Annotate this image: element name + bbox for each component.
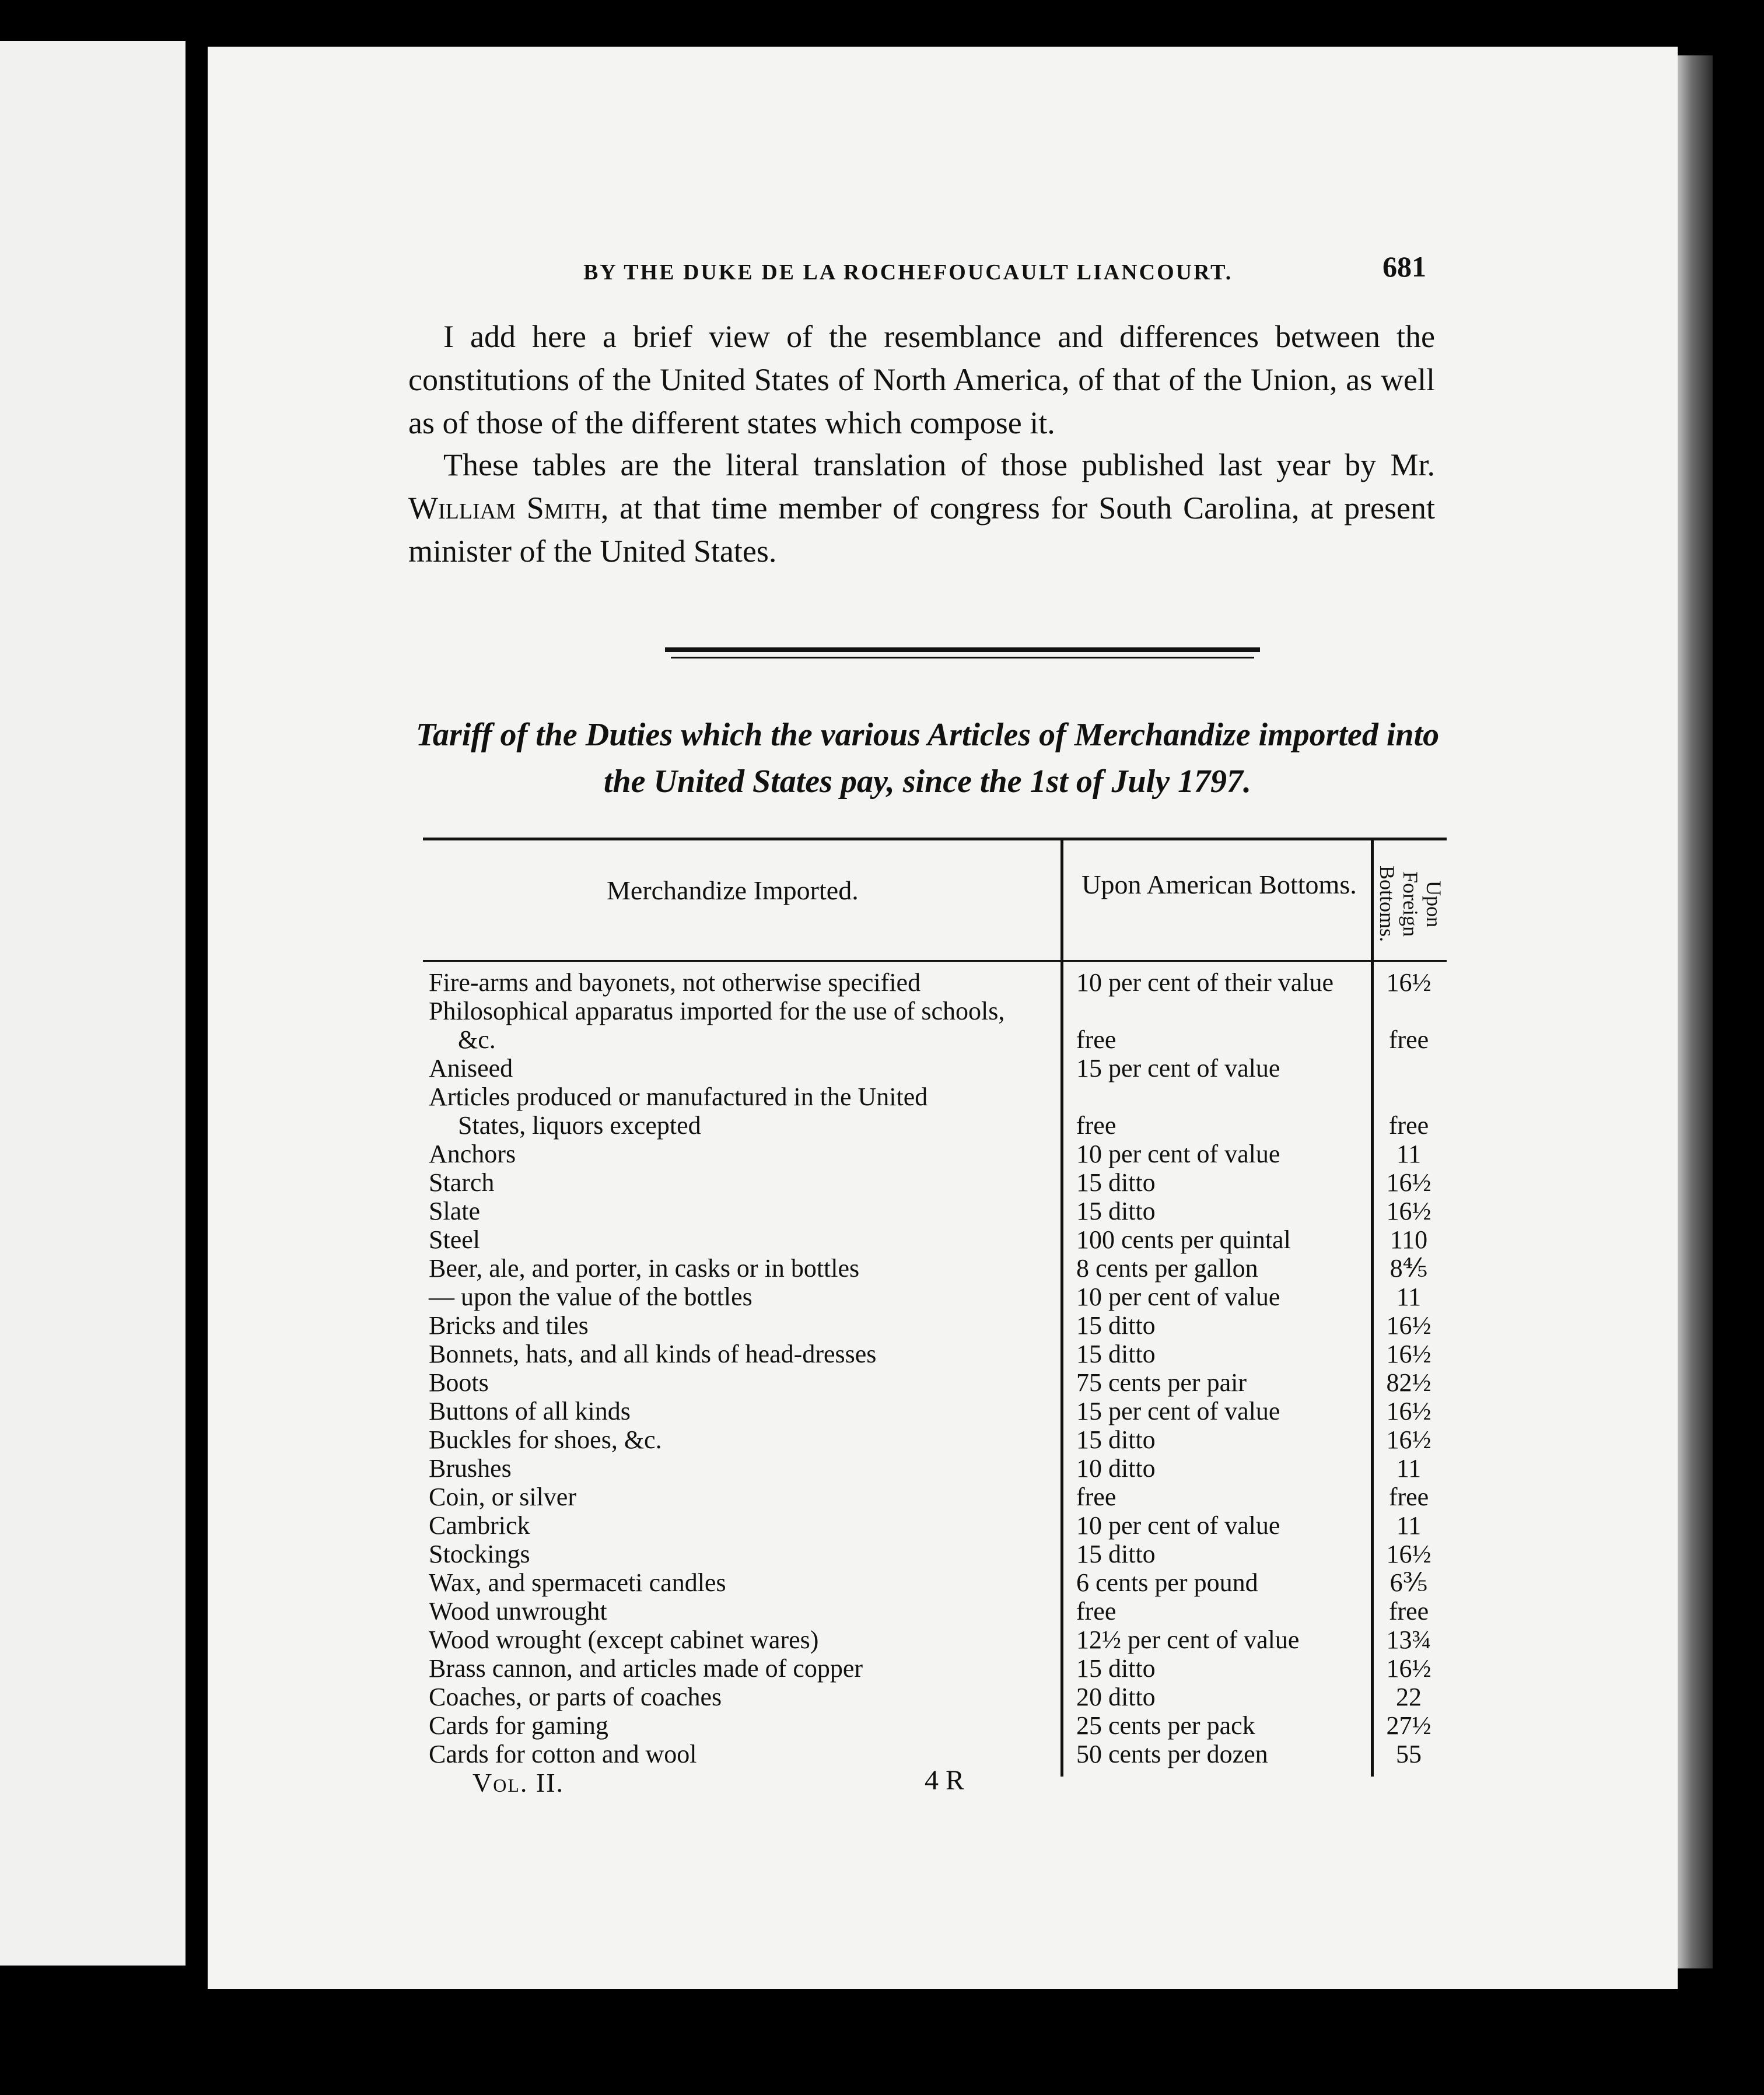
american-duty: 10 per cent of their value xyxy=(1076,968,1334,997)
american-duty: 15 per cent of value xyxy=(1076,1054,1280,1082)
volume-label: Vol. II. xyxy=(473,1768,565,1798)
foreign-duty: free xyxy=(1388,1025,1429,1054)
table-row xyxy=(429,1568,1450,1597)
foreign-duty: 6⅗ xyxy=(1390,1568,1428,1597)
foreign-duty: 16½ xyxy=(1386,1197,1432,1225)
table-row xyxy=(429,1654,1450,1683)
article-name: Articles produced or manufactured in the United xyxy=(429,1082,928,1111)
article-name: Bricks and tiles xyxy=(429,1311,589,1340)
foreign-duty: free xyxy=(1388,1111,1429,1140)
foreign-duty: 11 xyxy=(1396,1140,1422,1168)
table-row xyxy=(429,997,1450,1025)
foreign-duty: free xyxy=(1388,1597,1429,1625)
article-name: Steel xyxy=(429,1225,480,1254)
foreign-duty: 27½ xyxy=(1386,1711,1432,1740)
foreign-duty: 8⅘ xyxy=(1390,1254,1428,1283)
american-duty: 10 per cent of value xyxy=(1076,1140,1280,1168)
american-duty: 15 ditto xyxy=(1076,1311,1156,1340)
american-duty: 100 cents per quintal xyxy=(1076,1225,1291,1254)
table-row xyxy=(429,1082,1450,1111)
table-row xyxy=(429,1711,1450,1740)
american-duty: 15 per cent of value xyxy=(1076,1397,1280,1425)
american-duty: free xyxy=(1076,1597,1116,1625)
article-name: Fire-arms and bayonets, not otherwise specified xyxy=(429,968,921,997)
article-name: Starch xyxy=(429,1168,495,1197)
foreign-duty: 16½ xyxy=(1386,1425,1432,1454)
american-duty: 15 ditto xyxy=(1076,1654,1156,1683)
article-name: Anchors xyxy=(429,1140,516,1168)
article-name: — upon the value of the bottles xyxy=(429,1283,752,1311)
table-row xyxy=(429,1368,1450,1397)
page-stack-edge xyxy=(1678,55,1713,1968)
table-row xyxy=(429,1054,1450,1082)
american-duty: 10 per cent of value xyxy=(1076,1511,1280,1540)
foreign-duty: 82½ xyxy=(1386,1368,1432,1397)
article-name: Cards for gaming xyxy=(429,1711,608,1740)
american-duty: free xyxy=(1076,1025,1116,1054)
american-duty: 12½ per cent of value xyxy=(1076,1625,1300,1654)
american-duty: 20 ditto xyxy=(1076,1683,1156,1711)
ornamental-rule xyxy=(665,647,1260,652)
paragraph-1: I add here a brief view of the resemblance and differences between the constitutions of the United States of North America, of that of the Union, as well as of those of the different states which compose it. xyxy=(408,319,1435,440)
article-name: Slate xyxy=(429,1197,480,1225)
american-duty: free xyxy=(1076,1111,1116,1140)
american-duty: 75 cents per pair xyxy=(1076,1368,1247,1397)
table-row xyxy=(429,1397,1450,1425)
foreign-duty: free xyxy=(1388,1483,1429,1511)
article-name: Philosophical apparatus imported for the use of schools, xyxy=(429,997,1005,1025)
article-name: States, liquors excepted xyxy=(458,1111,701,1140)
american-duty: free xyxy=(1076,1483,1116,1511)
header-american-bottoms: Upon American Bottoms. xyxy=(1082,870,1357,899)
foreign-duty: 11 xyxy=(1396,1454,1422,1483)
article-name: Coaches, or parts of coaches xyxy=(429,1683,722,1711)
article-name: Boots xyxy=(429,1368,489,1397)
american-duty: 15 ditto xyxy=(1076,1340,1156,1368)
table-row xyxy=(429,1111,1450,1140)
article-name: Stockings xyxy=(429,1540,530,1568)
table-row xyxy=(429,1625,1450,1654)
person-name: William Smith xyxy=(408,491,601,525)
american-duty: 25 cents per pack xyxy=(1076,1711,1255,1740)
article-name: Aniseed xyxy=(429,1054,513,1082)
table-row xyxy=(429,1683,1450,1711)
article-name: &c. xyxy=(458,1025,496,1054)
article-name: Coin, or silver xyxy=(429,1483,576,1511)
table-row xyxy=(429,1340,1450,1368)
article-name: Wax, and spermaceti candles xyxy=(429,1568,726,1597)
table-row xyxy=(429,968,1450,997)
table-row xyxy=(429,1483,1450,1511)
article-name: Wood wrought (except cabinet wares) xyxy=(429,1625,819,1654)
paragraph-2 xyxy=(408,443,1435,573)
header-merchandize: Merchandize Imported. xyxy=(607,875,859,905)
foreign-duty: 110 xyxy=(1390,1225,1428,1254)
table-row xyxy=(429,1454,1450,1483)
foreign-duty: 16½ xyxy=(1386,1168,1432,1197)
foreign-duty: 13¾ xyxy=(1386,1625,1432,1654)
table-row xyxy=(429,1140,1450,1168)
article-name: Buttons of all kinds xyxy=(429,1397,631,1425)
table-row xyxy=(429,1311,1450,1340)
article-name: Beer, ale, and porter, in casks or in bottles xyxy=(429,1254,860,1283)
table-row xyxy=(429,1511,1450,1540)
american-duty: 15 ditto xyxy=(1076,1540,1156,1568)
american-duty: 15 ditto xyxy=(1076,1197,1156,1225)
paragraph-2-start: These tables are the literal translation of those published last year by Mr. xyxy=(443,447,1435,482)
article-name: Cambrick xyxy=(429,1511,530,1540)
header-foreign-bottoms: Upon Foreign Bottoms. xyxy=(1376,866,1446,943)
article-name: Cards for cotton and wool xyxy=(429,1740,697,1768)
table-header-rule xyxy=(423,960,1447,962)
american-duty: 10 ditto xyxy=(1076,1454,1156,1483)
left-page-edge xyxy=(0,41,186,1966)
table-row xyxy=(429,1168,1450,1197)
foreign-duty: 16½ xyxy=(1386,1540,1432,1568)
american-duty: 10 per cent of value xyxy=(1076,1283,1280,1311)
american-duty: 8 cents per gallon xyxy=(1076,1254,1258,1283)
article-name: Brushes xyxy=(429,1454,512,1483)
paragraph-2-end: , at that time member of congress for South Carolina, at present minister of the United States. xyxy=(408,491,1436,569)
foreign-duty: 16½ xyxy=(1386,1311,1432,1340)
table-row xyxy=(429,1540,1450,1568)
table-row xyxy=(429,1597,1450,1625)
foreign-duty: 22 xyxy=(1396,1683,1422,1711)
tariff-table-body xyxy=(429,968,1450,1768)
table-row xyxy=(429,1197,1450,1225)
american-duty: 50 cents per dozen xyxy=(1076,1740,1268,1768)
foreign-duty: 55 xyxy=(1396,1740,1422,1768)
table-row xyxy=(429,1025,1450,1054)
article-name: Bonnets, hats, and all kinds of head-dresses xyxy=(429,1340,877,1368)
foreign-duty: 11 xyxy=(1396,1511,1422,1540)
table-row xyxy=(429,1225,1450,1254)
article-name: Buckles for shoes, &c. xyxy=(429,1425,662,1454)
signature-mark: 4 R xyxy=(925,1765,965,1796)
table-row xyxy=(429,1283,1450,1311)
article-name: Wood unwrought xyxy=(429,1597,607,1625)
article-name: Brass cannon, and articles made of copper xyxy=(429,1654,863,1683)
running-head: BY THE DUKE DE LA ROCHEFOUCAULT LIANCOURT. xyxy=(583,260,1233,285)
foreign-duty: 16½ xyxy=(1386,1654,1432,1683)
foreign-duty: 16½ xyxy=(1386,1340,1432,1368)
american-duty: 6 cents per pound xyxy=(1076,1568,1258,1597)
page-number: 681 xyxy=(1382,250,1426,283)
foreign-duty: 16½ xyxy=(1386,1397,1432,1425)
american-duty: 15 ditto xyxy=(1076,1168,1156,1197)
foreign-duty: 16½ xyxy=(1386,968,1432,997)
table-row xyxy=(429,1254,1450,1283)
foreign-duty: 11 xyxy=(1396,1283,1422,1311)
american-duty: 15 ditto xyxy=(1076,1425,1156,1454)
table-row xyxy=(429,1425,1450,1454)
table-top-rule xyxy=(423,838,1447,840)
table-title: Tariff of the Duties which the various Articles of Merchandize imported into the United States pay, since the 1st of July 1797. xyxy=(415,717,1440,800)
ornamental-rule-thin xyxy=(671,657,1254,658)
